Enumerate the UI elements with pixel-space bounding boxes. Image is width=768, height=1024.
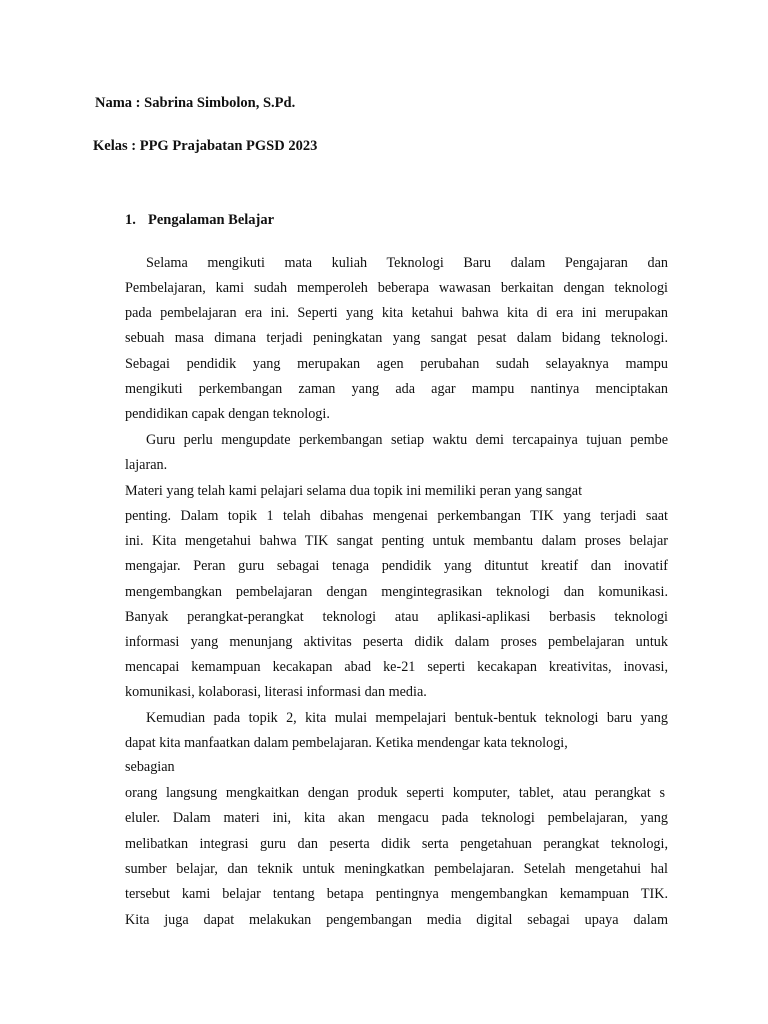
text-line: melibatkan integrasi guru dan peserta didik serta pengetahuan perangkat teknologi,	[125, 836, 668, 852]
class-line: Kelas : PPG Prajabatan PGSD 2023	[93, 138, 318, 154]
name-line: Nama : Sabrina Simbolon, S.Pd.	[95, 95, 296, 111]
text-line: Selama mengikuti mata kuliah Teknologi Baru dalam Pengajaran dan	[146, 255, 668, 271]
text-line: lajaran.	[125, 457, 168, 473]
text-line: orang langsung mengkaitkan dengan produk seperti komputer, tablet, atau perangkat s	[125, 785, 665, 801]
text-line: Materi yang telah kami pelajari selama dua topik ini memiliki peran yang sangat	[125, 483, 583, 499]
text-line: mencapai kemampuan kecakapan abad ke-21 seperti kecakapan kreativitas, inovasi,	[125, 659, 668, 675]
text-line: penting. Dalam topik 1 telah dibahas mengenai perkembangan TIK yang terjadi saat	[125, 508, 668, 524]
text-line: mengajar. Peran guru sebagai tenaga pendidik yang dituntut kreatif dan inovatif	[125, 558, 668, 574]
text-line: Sebagai pendidik yang merupakan agen perubahan sudah selayaknya mampu	[125, 356, 668, 372]
text-line: sebuah masa dimana terjadi peningkatan yang sangat pesat dalam bidang teknologi.	[125, 330, 668, 346]
text-line: Banyak perangkat-perangkat teknologi atau aplikasi-aplikasi berbasis teknologi	[125, 609, 668, 625]
text-line: Kemudian pada topik 2, kita mulai mempelajari bentuk-bentuk teknologi baru yang	[146, 710, 668, 726]
text-line: Kita juga dapat melakukan pengembangan media digital sebagai upaya dalam	[125, 912, 668, 928]
text-line: komunikasi, kolaborasi, literasi informasi dan media.	[125, 684, 427, 700]
text-line: mengembangkan pembelajaran dengan mengintegrasikan teknologi dan komunikasi.	[125, 584, 668, 600]
text-line: eluler. Dalam materi ini, kita akan mengacu pada teknologi pembelajaran, yang	[125, 810, 668, 826]
text-line: mengikuti perkembangan zaman yang ada agar mampu nantinya menciptakan	[125, 381, 668, 397]
text-line: dapat kita manfaatkan dalam pembelajaran. Ketika mendengar kata teknologi,	[125, 735, 568, 751]
section-title: Pengalaman Belajar	[148, 212, 275, 228]
section-number: 1.	[125, 212, 136, 228]
text-line: tersebut kami belajar tentang betapa pentingnya mengembangkan kemampuan TIK.	[125, 886, 668, 902]
text-line: ini. Kita mengetahui bahwa TIK sangat penting untuk membantu dalam proses belajar	[125, 533, 668, 549]
text-line: pendidikan capak dengan teknologi.	[125, 406, 330, 422]
text-line: Pembelajaran, kami sudah memperoleh beberapa wawasan berkaitan dengan teknologi	[125, 280, 668, 296]
text-line: sebagian	[125, 759, 175, 775]
text-line: informasi yang menunjang aktivitas peserta didik dalam proses pembelajaran untuk	[125, 634, 668, 650]
text-line: pada pembelajaran era ini. Seperti yang kita ketahui bahwa kita di era ini merupakan	[125, 305, 668, 321]
text-line: sumber belajar, dan teknik untuk meningkatkan pembelajaran. Setelah mengetahui hal	[125, 861, 668, 877]
text-line: Guru perlu mengupdate perkembangan setiap waktu demi tercapainya tujuan pembe	[146, 432, 668, 448]
